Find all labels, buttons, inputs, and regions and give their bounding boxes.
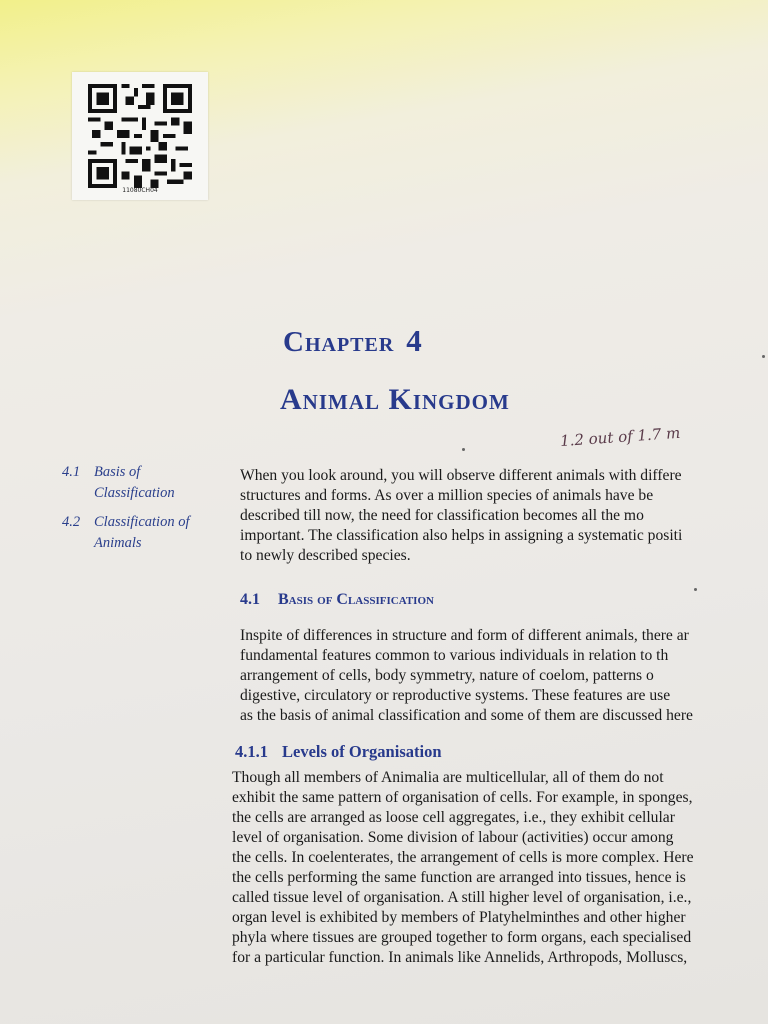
text-line: Though all members of Animalia are multicellular, all of them do not (232, 769, 664, 786)
text-line: arrangement of cells, body symmetry, nature of coelom, patterns o (240, 667, 654, 684)
paper-speck (762, 355, 765, 358)
text-line: described till now, the need for classification becomes all the mo (240, 507, 644, 524)
paper-speck (462, 448, 465, 451)
paper-speck (694, 588, 697, 591)
section-number: 4.1 (240, 591, 260, 608)
toc-label-continued: Animals (94, 535, 142, 551)
toc-number: 4.1 (62, 464, 81, 480)
toc-item-basis[interactable] (62, 462, 237, 504)
handwritten-annotation: 1.2 out of 1.7 m (559, 423, 681, 451)
text-line: exhibit the same pattern of organisation of cells. For example, in sponges, (232, 789, 693, 806)
toc-label: Classification of (94, 514, 190, 530)
text-line: organ level is exhibited by members of Platyhelminthes and other higher (232, 909, 686, 926)
toc-number: 4.2 (62, 514, 81, 530)
text-line: fundamental features common to various individuals in relation to th (240, 647, 669, 664)
qr-code-card[interactable] (72, 72, 208, 200)
text-line: digestive, circulatory or reproductive systems. These features are use (240, 687, 671, 704)
text-line: When you look around, you will observe different animals with differe (240, 467, 682, 484)
text-line: to newly described species. (240, 547, 411, 564)
section-title: Basis of Classification (278, 591, 434, 608)
text-line: Inspite of differences in structure and form of different animals, there ar (240, 627, 689, 644)
levels-paragraph (232, 768, 768, 968)
chapter-label: Chapter (283, 326, 395, 358)
section-title: Levels of Organisation (282, 742, 442, 761)
qr-code-label: 11080CH04 (122, 187, 158, 194)
toc-label: Basis of (94, 464, 141, 480)
chapter-heading (283, 323, 423, 359)
qr-code-image (88, 84, 192, 188)
text-line: phyla where tissues are grouped together to form organs, each specialised (232, 929, 692, 946)
text-line: the cells. In coelenterates, the arrangement of cells is more complex. Here (232, 849, 694, 866)
text-line: structures and forms. As over a million species of animals have be (240, 487, 654, 504)
section-heading-4-1-1 (235, 742, 442, 762)
text-line: for a particular function. In animals like Annelids, Arthropods, Molluscs, (232, 949, 688, 966)
text-line: level of organisation. Some division of labour (activities) occur among (232, 829, 674, 846)
toc-label-continued: Classification (94, 485, 175, 501)
text-line: important. The classification also helps in assigning a systematic positi (240, 527, 683, 544)
text-line: the cells performing the same function are arranged into tissues, hence is (232, 869, 686, 886)
intro-paragraph (240, 466, 768, 566)
text-line: the cells are arranged as loose cell aggregates, i.e., they exhibit cellular (232, 809, 675, 826)
basis-paragraph (240, 626, 768, 726)
toc-item-classification[interactable] (62, 512, 237, 554)
text-line: as the basis of animal classification and some of them are discussed here (240, 707, 693, 724)
text-line: called tissue level of organisation. A still higher level of organisation, i.e., (232, 889, 692, 906)
chapter-number: 4 (406, 323, 423, 358)
section-heading-4-1 (240, 591, 434, 609)
chapter-title: Animal Kingdom (280, 383, 510, 416)
chapter-contents (62, 462, 237, 562)
section-number: 4.1.1 (235, 742, 268, 761)
